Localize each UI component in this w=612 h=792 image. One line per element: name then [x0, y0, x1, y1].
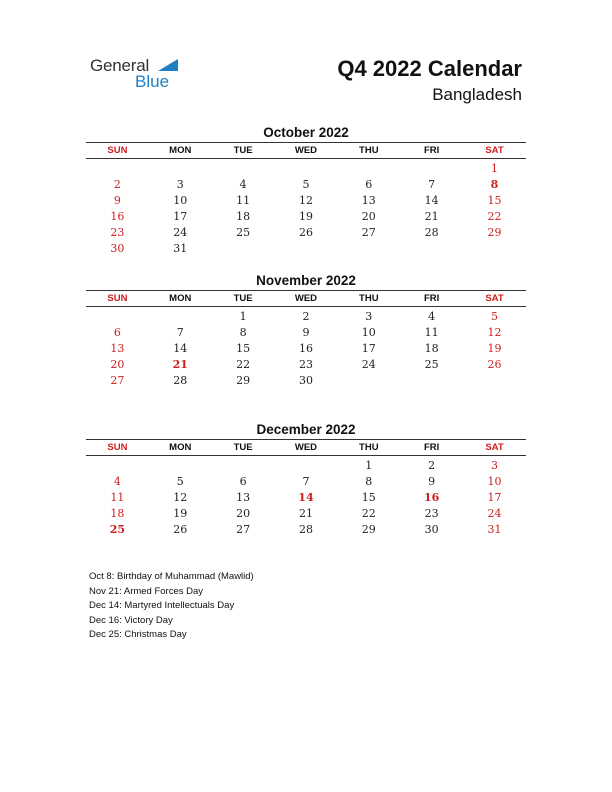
- day-cell: 15: [361, 490, 376, 504]
- weekday-label: FRI: [423, 293, 440, 304]
- day-cell: 28: [424, 225, 439, 239]
- day-cell: 2: [113, 177, 121, 191]
- day-cell: 23: [424, 506, 439, 520]
- day-cell: 23: [110, 225, 125, 239]
- day-cell: 14: [173, 341, 188, 355]
- weekday-label: SAT: [485, 293, 504, 304]
- day-cell: 14: [298, 490, 314, 504]
- day-cell: 3: [490, 458, 498, 472]
- day-cell: 9: [428, 474, 436, 488]
- day-cell: 18: [110, 506, 125, 520]
- week-row: [86, 457, 526, 473]
- day-cell: 2: [428, 458, 436, 472]
- weekday-label: MON: [169, 293, 192, 304]
- day-cell: 6: [365, 177, 373, 191]
- day-cell: 29: [487, 225, 502, 239]
- logo-triangle-icon: [158, 59, 178, 71]
- day-cell: 19: [298, 209, 313, 223]
- weekday-header: [86, 439, 526, 456]
- day-cell: 3: [365, 309, 373, 323]
- day-cell: 22: [361, 506, 376, 520]
- day-cell: 26: [487, 357, 502, 371]
- day-cell: 13: [361, 193, 376, 207]
- day-cell: 3: [176, 177, 184, 191]
- day-cell: 28: [173, 373, 188, 387]
- weekday-label: SUN: [107, 293, 128, 304]
- day-cell: 28: [298, 522, 313, 536]
- weekday-label: WED: [294, 442, 318, 453]
- weekday-label: SUN: [107, 442, 128, 453]
- day-cell: 31: [173, 241, 188, 255]
- day-cell: 31: [487, 522, 502, 536]
- day-cell: 5: [490, 309, 498, 323]
- weekday-label: TUE: [233, 442, 253, 453]
- day-cell: 12: [173, 490, 188, 504]
- weekday-header: [86, 290, 526, 307]
- day-cell: 10: [361, 325, 376, 339]
- day-cell: 21: [298, 506, 313, 520]
- week-row: [86, 324, 526, 340]
- holiday-list-item: Dec 25: Christmas Day: [89, 629, 187, 640]
- month-title: October 2022: [263, 125, 349, 140]
- day-cell: 1: [490, 161, 498, 175]
- day-cell: 17: [173, 209, 188, 223]
- day-cell: 5: [302, 177, 310, 191]
- week-row: [86, 160, 526, 176]
- holiday-list-item: Dec 14: Martyred Intellectuals Day: [89, 600, 235, 611]
- day-cell: 16: [110, 209, 125, 223]
- day-cell: 20: [361, 209, 376, 223]
- day-cell: 11: [424, 325, 439, 339]
- day-cell: 2: [302, 309, 310, 323]
- day-cell: 25: [424, 357, 439, 371]
- day-cell: 16: [298, 341, 313, 355]
- day-cell: 18: [236, 209, 251, 223]
- day-cell: 6: [113, 325, 121, 339]
- week-row: [86, 473, 526, 489]
- day-cell: 24: [487, 506, 502, 520]
- month-calendar: [86, 124, 526, 256]
- week-row: [86, 372, 526, 388]
- week-row: [86, 505, 526, 521]
- day-cell: 13: [110, 341, 125, 355]
- month-calendar: [86, 272, 526, 388]
- week-row: [86, 521, 526, 537]
- day-cell: 10: [173, 193, 188, 207]
- holiday-list: [89, 570, 254, 643]
- week-row: [86, 192, 526, 208]
- weekday-label: MON: [169, 145, 192, 156]
- day-cell: 30: [298, 373, 313, 387]
- day-cell: 6: [239, 474, 247, 488]
- weekday-label: MON: [169, 442, 192, 453]
- week-row: [86, 224, 526, 240]
- day-cell: 15: [487, 193, 502, 207]
- day-cell: 20: [236, 506, 251, 520]
- day-cell: 8: [239, 325, 247, 339]
- day-cell: 30: [110, 241, 125, 255]
- month-title: November 2022: [256, 273, 356, 288]
- weekday-label: THU: [359, 442, 379, 453]
- day-cell: 15: [236, 341, 251, 355]
- day-cell: 9: [302, 325, 310, 339]
- day-cell: 30: [424, 522, 439, 536]
- weekday-label: THU: [359, 293, 379, 304]
- day-cell: 7: [302, 474, 310, 488]
- day-cell: 29: [236, 373, 251, 387]
- day-cell: 20: [110, 357, 125, 371]
- day-cell: 19: [173, 506, 188, 520]
- day-cell: 7: [428, 177, 436, 191]
- day-cell: 1: [365, 458, 373, 472]
- holiday-list-item: Oct 8: Birthday of Muhammad (Mawlid): [89, 571, 254, 582]
- day-cell: 11: [236, 193, 251, 207]
- holiday-list-item: Nov 21: Armed Forces Day: [89, 585, 204, 597]
- weekday-label: WED: [294, 293, 318, 304]
- day-cell: 5: [176, 474, 184, 488]
- week-row: [86, 308, 526, 324]
- day-cell: 26: [173, 522, 188, 536]
- day-cell: 23: [298, 357, 313, 371]
- day-cell: 21: [424, 209, 439, 223]
- generalblue-logo: [90, 56, 190, 96]
- day-cell: 4: [239, 177, 247, 191]
- page-title: Q4 2022 Calendar: [337, 56, 522, 81]
- weekday-label: TUE: [233, 145, 253, 156]
- weekday-label: THU: [359, 145, 379, 156]
- weekday-label: SAT: [485, 442, 504, 453]
- day-cell: 11: [110, 490, 125, 504]
- month-calendar: [86, 421, 526, 537]
- day-cell: 27: [110, 373, 125, 387]
- week-row: [86, 356, 526, 372]
- day-cell: 22: [236, 357, 251, 371]
- weekday-label: SAT: [485, 145, 504, 156]
- day-cell: 24: [173, 225, 188, 239]
- day-cell: 8: [490, 177, 499, 191]
- day-cell: 17: [361, 341, 376, 355]
- logo-word-general: General: [90, 56, 150, 75]
- day-cell: 9: [113, 193, 121, 207]
- day-cell: 27: [361, 225, 376, 239]
- month-title: December 2022: [256, 422, 356, 437]
- day-cell: 27: [236, 522, 251, 536]
- weekday-label: SUN: [107, 145, 128, 156]
- weekday-label: WED: [294, 145, 318, 156]
- day-cell: 22: [487, 209, 502, 223]
- day-cell: 8: [365, 474, 373, 488]
- week-row: [86, 240, 526, 256]
- day-cell: 1: [239, 309, 247, 323]
- day-cell: 21: [172, 357, 188, 371]
- day-cell: 4: [113, 474, 121, 488]
- day-cell: 14: [424, 193, 439, 207]
- day-cell: 17: [487, 490, 502, 504]
- day-cell: 25: [109, 522, 126, 536]
- day-cell: 18: [424, 341, 439, 355]
- day-cell: 24: [361, 357, 376, 371]
- day-cell: 10: [487, 474, 502, 488]
- week-row: [86, 176, 526, 192]
- weekday-label: TUE: [233, 293, 253, 304]
- day-cell: 29: [361, 522, 376, 536]
- weekday-label: FRI: [423, 442, 440, 453]
- week-row: [86, 340, 526, 356]
- day-cell: 19: [487, 341, 502, 355]
- day-cell: 12: [298, 193, 313, 207]
- country-subtitle: Bangladesh: [432, 85, 522, 104]
- day-cell: 13: [236, 490, 251, 504]
- day-cell: 26: [298, 225, 313, 239]
- day-cell: 4: [428, 309, 436, 323]
- day-cell: 12: [487, 325, 502, 339]
- day-cell: 7: [176, 325, 184, 339]
- week-row: [86, 489, 526, 505]
- day-cell: 16: [423, 490, 440, 504]
- weekday-header: [86, 142, 526, 159]
- logo-word-blue: Blue: [135, 72, 170, 91]
- holiday-list-item: Dec 16: Victory Day: [89, 614, 173, 626]
- weekday-label: FRI: [423, 145, 440, 156]
- day-cell: 25: [236, 225, 251, 239]
- week-row: [86, 208, 526, 224]
